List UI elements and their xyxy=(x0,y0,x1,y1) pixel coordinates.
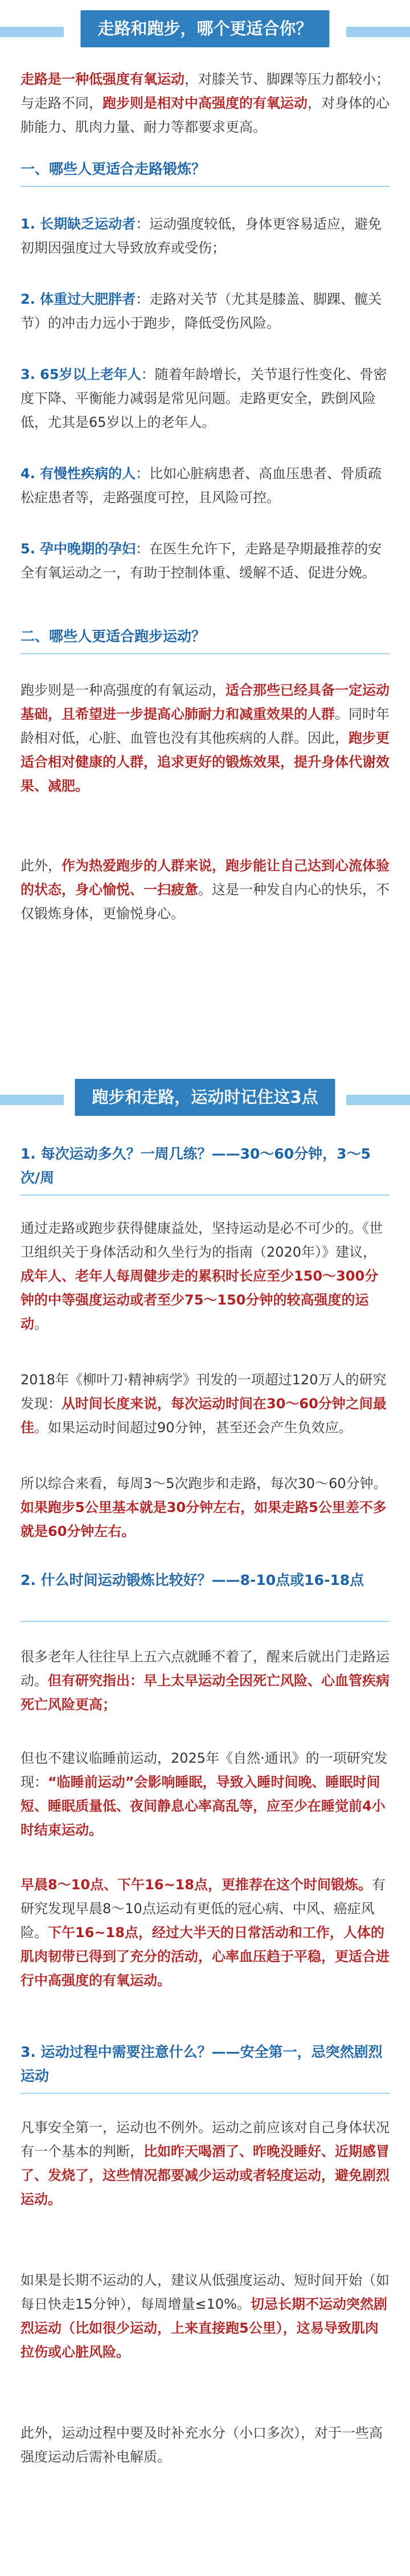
q1-text: 通过走路或跑步获得健康益处，坚持运动是必不可少的。《世卫组织关于身体活动和久坐行为的指南（2020年）》建议， xyxy=(20,1220,383,1260)
run-text: 此外， xyxy=(20,858,62,874)
walk-item-5-title: 5. 孕中晚期的孕妇 xyxy=(20,541,136,557)
q3-paragraph-2 xyxy=(20,2268,390,2364)
q1-text: 2018年《柳叶刀·精神病学》刊发的一项超过120万人的研究发现： xyxy=(20,1372,387,1412)
intro-paragraph xyxy=(20,67,390,139)
q2-paragraph-1 xyxy=(20,1645,390,1717)
q2-highlight: 但有研究指出：早上太早运动全因死亡风险、心血管疾病死亡风险更高； xyxy=(20,1673,390,1713)
walk-item-2-title: 2. 体重过大肥胖者 xyxy=(20,291,136,307)
walk-item-2-text: ：走路对关节（尤其是膝盖、脚踝、髋关节）的冲击力远小于跑步，降低受伤风险。 xyxy=(20,291,382,331)
q2-highlight: 早晨8～10点、下午16~18点，更推荐在这个时间锻炼。 xyxy=(20,1877,372,1893)
heading-underline xyxy=(20,2093,390,2094)
walk-item-4-text: ：比如心脏病患者、高血压患者、骨质疏松症患者等，走路强度可控，且风险可控。 xyxy=(20,466,382,506)
q2-highlight: 下午16~18点，经过大半天的日常活动和工作，人体的肌肉韧带已得到了充分的活动，心率血压趋于平稳，更适合进行中高强度的有氧运动。 xyxy=(20,1925,390,1988)
q1-highlight: 从时间长度来说，每次运动时间在30～60分钟之间最佳 xyxy=(20,1396,387,1436)
walk-item-5-text: ：在医生允许下，走路是孕期最推荐的安全有氧运动之一，有助于控制体重、缓解不适、促进分娩。 xyxy=(20,541,382,581)
walk-section-heading: 一、哪些人更适合走路锻炼？ xyxy=(20,161,206,177)
run-highlight: 作为热爱跑步的人群来说，跑步能让自己达到心流体验的状态，身心愉悦、一扫疲惫 xyxy=(20,858,390,898)
banner-accent-left xyxy=(0,1095,64,1105)
q3-text: 凡事安全第一，运动也不例外。运动之前应该对自己身体状况有一个基本的判断， xyxy=(20,2120,390,2159)
intro-text-end: ，对身体的心肺能力、肌肉力量、耐力等都要求更高。 xyxy=(20,95,390,135)
q1-paragraph-3 xyxy=(20,1472,390,1543)
q2-highlight: “临睡前运动”会影响睡眠，导致入睡时间晚、睡眠时间短、睡眠质量低、夜间静息心率高乱等，应至少在睡觉前4小时结束运动。 xyxy=(20,1774,386,1838)
q3-paragraph-1 xyxy=(20,2116,390,2211)
section-banner-middle: 跑步和走路，运动时记住这3点 xyxy=(75,1079,335,1116)
walk-item-2 xyxy=(20,287,390,335)
section-banner-top: 走路和跑步，哪个更适合你？ xyxy=(80,10,329,47)
q2-paragraph-2 xyxy=(20,1746,390,1842)
q1-text: 。 xyxy=(34,1316,48,1332)
heading-underline xyxy=(20,1195,390,1196)
intro-run-definition: 跑步则是相对中高强度的有氧运动 xyxy=(102,95,308,111)
q3-highlight: 比如昨天喝酒了、昨晚没睡好、近期感冒了、发烧了，这些情况都要减少运动或者轻度运动，避免剧烈运动。 xyxy=(20,2143,390,2207)
walk-item-3-text: ：随着年龄增长，关节退行性变化、骨密度下降、平衡能力减弱是常见问题。走路更安全，跌倒风险低，尤其是65岁以上的老年人。 xyxy=(20,366,387,430)
walk-item-1-title: 1. 长期缺乏运动者 xyxy=(20,216,136,232)
walk-item-3-title: 3. 65岁以上老年人 xyxy=(20,366,141,382)
walk-item-1-text: ：运动强度较低，身体更容易适应，避免初期因强度过大导致放弃或受伤； xyxy=(20,216,382,256)
q3-highlight: 切忌长期不运动突然剧烈运动（比如很少运动，上来直接跑5公里），这易导致肌肉拉伤或心脏风险。 xyxy=(20,2296,387,2360)
run-highlight: 适合那些已经具备一定运动基础，且希望进一步提高心肺耐力和减重效果的人群 xyxy=(20,682,390,722)
q2-text: 但也不建议临睡前运动，2025年《自然·通讯》的一项研究发现： xyxy=(20,1750,388,1790)
run-text: 。这是一种发自内心的快乐，不仅锻炼身体，更愉悦身心。 xyxy=(20,882,390,922)
q1-paragraph-2 xyxy=(20,1368,390,1440)
banner-accent-right xyxy=(346,27,410,37)
run-highlight: 跑步更适合相对健康的人群，追求更好的锻炼效果，提升身体代谢效果、减肥。 xyxy=(20,730,390,794)
run-text: 。同时年龄相对低，心脏、血管也没有其他疾病的人群。因此， xyxy=(20,706,390,746)
intro-text: ，对膝关节、脚踝等压力都较小；与走路不同， xyxy=(20,71,390,111)
q2-text: 有研究发现早晨8～10点运动有更低的冠心病、中风、癌症风险。 xyxy=(20,1877,386,1941)
q2-text: 很多老年人往往早上五六点就睡不着了，醒来后就出门走路运动。 xyxy=(20,1649,390,1689)
q1-paragraph-1 xyxy=(20,1216,390,1336)
q1-highlight: 成年人、老年人每周健步走的累积时长应至少150～300分钟的中等强度运动或者至少75～150分钟的较高强度的运动 xyxy=(20,1268,379,1332)
run-section-heading: 二、哪些人更适合跑步运动？ xyxy=(20,628,206,645)
heading-underline xyxy=(20,186,390,187)
walk-item-4 xyxy=(20,462,390,510)
run-paragraph-2 xyxy=(20,854,390,926)
q3-text: 如果是长期不运动的人，建议从低强度运动、短时间开始（如每日快走15分钟），每周增量≤10%。 xyxy=(20,2272,390,2312)
walk-item-5 xyxy=(20,537,390,585)
q2-heading: 2. 什么时间运动锻炼比较好？——8-10点或16-18点 xyxy=(20,1572,364,1588)
q1-text: 。如果运动时间超过90分钟，甚至还会产生负效应。 xyxy=(34,1420,352,1436)
q1-heading: 1. 每次运动多久？一周几练？——30～60分钟，3～5次/周 xyxy=(20,1146,371,1186)
q1-highlight: 如果跑步5公里基本就是30分钟左右，如果走路5公里差不多就是60分钟左右。 xyxy=(20,1499,387,1539)
heading-underline xyxy=(20,1621,390,1622)
banner-accent-left xyxy=(0,27,64,37)
intro-walk-definition: 走路是一种低强度有氧运动 xyxy=(20,71,184,87)
q2-paragraph-3 xyxy=(20,1873,390,1992)
run-text: 跑步则是一种高强度的有氧运动， xyxy=(20,682,226,698)
q3-paragraph-3: 此外，运动过程中要及时补充水分（小口多次），对于一些高强度运动后需补电解质。 xyxy=(20,2425,383,2465)
banner-accent-right xyxy=(346,1095,410,1105)
walk-item-1 xyxy=(20,212,390,260)
q1-text: 所以综合来看，每周3～5次跑步和走路，每次30～60分钟。 xyxy=(20,1476,387,1491)
walk-item-4-title: 4. 有慢性疾病的人 xyxy=(20,466,136,482)
heading-underline xyxy=(20,653,390,654)
walk-item-3 xyxy=(20,362,390,434)
q3-heading: 3. 运动过程中需要注意什么？——安全第一，忌突然剧烈运动 xyxy=(20,2044,383,2084)
run-paragraph-1 xyxy=(20,678,390,798)
